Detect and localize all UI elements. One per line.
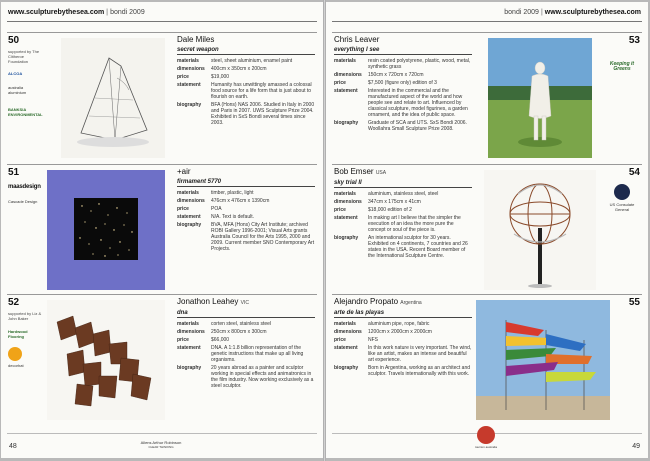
entry-number: 52 <box>8 297 20 308</box>
footer-sponsor-logo <box>111 440 211 450</box>
entry-number: 55 <box>628 297 640 308</box>
dimensions-label: dimensions <box>177 329 205 335</box>
entry-rule <box>332 164 642 165</box>
materials-label: materials <box>334 321 356 327</box>
artwork-title: firmament 5770 <box>177 177 315 187</box>
materials-value: resin coated polystyrene, plastic, wood, metal, synthetic grass <box>368 58 471 70</box>
entry-info <box>334 35 472 134</box>
header-rule <box>332 21 642 22</box>
entry-number: 53 <box>628 35 640 46</box>
artwork-photo-secret-weapon <box>61 38 165 158</box>
dimensions-value: 1200cm x 2000cm x 2000cm <box>368 329 432 335</box>
page-header-left: www.sculpturebythesea.com | bondi 2009 <box>8 9 145 16</box>
statement-label: statement <box>177 214 201 220</box>
price-value: POA <box>211 206 222 212</box>
entry-number: 51 <box>8 167 20 178</box>
price-value: NFS <box>368 337 378 343</box>
arte-de-las-playas-image <box>476 300 610 420</box>
artist-country: VIC <box>240 300 249 306</box>
dimensions-value: 476cm x 476cm x 1390cm <box>211 198 270 204</box>
entry-54 <box>326 164 648 297</box>
biography-value: Born in Argentina, working as an architect and sculptor. Travels internationally with this work. <box>368 365 471 377</box>
artwork-photo-firmament <box>47 170 165 290</box>
everything-i-see-image <box>488 38 592 158</box>
materials-label: materials <box>177 58 199 64</box>
edition-label: bondi 2009 <box>504 9 539 16</box>
entry-51 <box>1 164 323 297</box>
price-label: price <box>334 80 346 86</box>
biography-value: 20 years abroad as a painter and sculptor working in special effects and animatronics in the film industry. Now working exclusively as a steel sculptor. <box>211 365 314 389</box>
artist-name: Alejandro Propato Argentina <box>334 297 422 306</box>
entry-52 <box>1 294 323 427</box>
entry-rule <box>7 164 317 165</box>
materials-value: steel, sheet aluminium, enamel paint <box>211 58 293 64</box>
artwork-photo-arte-de-las-playas <box>476 300 610 420</box>
price-label: price <box>177 74 189 80</box>
maasdesign-logo: maasdesign <box>8 184 41 190</box>
biography-label: biography <box>177 102 202 108</box>
artist-name: Dale Miles <box>177 35 215 44</box>
dimensions-label: dimensions <box>177 66 205 72</box>
biography-label: biography <box>334 235 359 241</box>
artwork-photo-dna <box>47 300 165 420</box>
secret-weapon-image <box>61 38 165 158</box>
statement-label: statement <box>177 345 201 351</box>
sponsor-text: supported by The Clitheroe Foundation <box>8 49 40 64</box>
dimensions-value: 250cm x 800cm x 300cm <box>211 329 267 335</box>
materials-label: materials <box>177 321 199 327</box>
us-seal-icon <box>614 184 630 200</box>
biography-label: biography <box>177 365 202 371</box>
biography-value: Graduate of SCA and UTS. SxS Bondi 2006. Woollahra Small Sculpture Prize 2008. <box>368 120 467 132</box>
biography-value: An international sculptor for 30 years. Exhibited on 4 continents, 7 countries and 26 states in the USA. Recent Board member of the International Sculpture Centre. <box>368 235 468 259</box>
sponsor-block <box>8 49 42 117</box>
artwork-photo-sky-trial <box>484 170 596 290</box>
dimensions-label: dimensions <box>334 329 362 335</box>
artist-name: Chris Leaver <box>334 35 380 44</box>
biography-value: BFA (Hons) NAS 2006. Studied in Italy in 2000 and Paris in 2007. UWS Sculpture Prize 2004. Exhibited in SxS Bondi several times since 2003. <box>211 102 315 126</box>
entry-rule <box>332 294 642 295</box>
entry-number: 50 <box>8 35 20 46</box>
site-url: www.sculpturebythesea.com <box>8 9 105 16</box>
price-value: $19,000 <box>211 74 230 80</box>
entry-info <box>177 297 315 391</box>
firmament-image <box>47 170 165 290</box>
artist-name: Jonathon Leahey VIC <box>177 297 249 306</box>
site-url: www.sculpturebythesea.com <box>544 9 641 16</box>
price-label: price <box>177 337 189 343</box>
entry-53 <box>326 32 648 165</box>
entry-rule <box>7 32 317 33</box>
artist-name: +air <box>177 167 191 176</box>
statement-value: N/A. Text is default. <box>211 214 254 220</box>
sponsor-block <box>602 184 642 212</box>
entry-50 <box>1 32 323 165</box>
artist-country: USA <box>375 170 387 176</box>
page-number-left: 48 <box>9 443 17 450</box>
statement-label: statement <box>334 215 358 221</box>
footer-logo-name: Allens Arthur Robinson <box>140 440 182 445</box>
page-number-right: 49 <box>632 443 640 450</box>
price-label: price <box>177 206 189 212</box>
dimensions-label: dimensions <box>334 72 362 78</box>
artist-name: Bob Emser USA <box>334 167 387 176</box>
dna-image <box>47 300 165 420</box>
entry-number: 54 <box>628 167 640 178</box>
keeping-it-greens-logo: Keeping it Greens <box>609 61 635 72</box>
sponsor-block <box>8 311 42 368</box>
artwork-title: everything I see <box>334 45 472 55</box>
us-consulate-logo: US Consulate General <box>609 202 635 212</box>
cascade-design-logo: Cascade Design <box>8 199 38 204</box>
page-header-right: bondi 2009 | www.sculpturebythesea.com <box>504 9 641 16</box>
sky-trial-image <box>484 170 596 290</box>
tourism-australia-logo-label: tourism australia <box>474 445 497 449</box>
right-page <box>326 2 648 458</box>
statement-value: DNA. A 1:1.8 billion representation of the genetic instructions that make up all living organisms. <box>211 345 304 363</box>
entry-info <box>177 35 315 128</box>
materials-label: materials <box>334 191 356 197</box>
footer-logo-sub: CLEAR THINKING <box>148 445 174 449</box>
price-value: $66,000 <box>211 337 230 343</box>
statement-label: statement <box>334 88 358 94</box>
biography-label: biography <box>334 365 359 371</box>
entry-info <box>334 297 472 379</box>
dimensions-label: dimensions <box>177 198 205 204</box>
biography-label: biography <box>177 222 202 228</box>
biography-value: BVA, MFA (Hons) City Art Institute; archived ROBI Gallery 1996-2001; Visual Arts grants Australia Council for the Arts 1995, 2000 and 2009. Current member SNO Contemporary Art Projects. <box>211 222 315 252</box>
sponsor-block <box>602 60 642 72</box>
materials-value: aluminium pipe, rope, fabric <box>368 321 430 327</box>
price-label: price <box>334 337 346 343</box>
dimensions-label: dimensions <box>334 199 362 205</box>
alcoa-logo: ALCOA <box>8 71 23 76</box>
sponsor-block <box>8 197 42 204</box>
header-rule <box>7 21 317 22</box>
statement-label: statement <box>177 82 201 88</box>
statement-value: In making art I believe that the simpler the execution of an idea the more pure the concept or soul of the piece is. <box>368 215 461 233</box>
sponsor-text: supported by Liz & John Baker <box>8 311 42 321</box>
biography-label: biography <box>334 120 359 126</box>
artwork-title: dna <box>177 308 315 318</box>
materials-value: corten steel, stainless steel <box>211 321 272 327</box>
artwork-photo-everything-i-see <box>488 38 592 158</box>
left-page <box>1 2 323 458</box>
entry-55 <box>326 294 648 427</box>
materials-value: aluminium, stainless steel, steel <box>368 191 439 197</box>
decorhat-logo-icon <box>8 347 22 361</box>
footer-sponsor-logo <box>466 426 506 450</box>
dimensions-value: 400cm x 350cm x 200cm <box>211 66 267 72</box>
edition-label: bondi 2009 <box>110 9 145 16</box>
statement-value: Interested in the commercial and the manufactured aspect of the world and how people see and relate to art. Influenced by classical sculpture, model figurines, a garden ornament, and the idea of public space. <box>368 88 468 118</box>
materials-label: materials <box>334 58 356 64</box>
price-label: price <box>334 207 346 213</box>
tourism-australia-logo-icon <box>477 426 495 444</box>
dimensions-value: 150cm x 720cm x 720cm <box>368 72 424 78</box>
artwork-title: secret weapon <box>177 45 315 55</box>
artist-country: Argentina <box>400 300 422 306</box>
entry-info <box>334 167 472 261</box>
statement-label: statement <box>334 345 358 351</box>
dimensions-value: 347cm x 175cm x 41cm <box>368 199 421 205</box>
entry-info <box>177 167 315 254</box>
price-value: $18,000 edition of 2 <box>368 207 412 213</box>
decorhat-logo-label: decorhat <box>8 363 24 368</box>
footer-rule <box>7 433 317 434</box>
materials-label: materials <box>177 190 199 196</box>
australia-aluminium-logo: australia aluminium <box>8 85 27 95</box>
artwork-title: sky trial II <box>334 178 472 188</box>
statement-value: Humanity has unwittingly amassed a colossal food source for a life form that is just about to flourish on earth. <box>211 82 312 100</box>
artwork-title: arte de las playas <box>334 308 472 318</box>
entry-rule <box>7 294 317 295</box>
price-value: $7,500 (figure only) edition of 3 <box>368 80 437 86</box>
materials-value: timber, plastic, light <box>211 190 254 196</box>
banksia-logo: BANKSIA ENVIRONMENTAL <box>8 107 43 117</box>
entry-rule <box>332 32 642 33</box>
hardwood-flooring-logo: Hardwood Flooring <box>8 329 28 339</box>
statement-value: In this work nature is very important. The wind, like an artist, makes an intense and beautiful art experience. <box>368 345 472 363</box>
